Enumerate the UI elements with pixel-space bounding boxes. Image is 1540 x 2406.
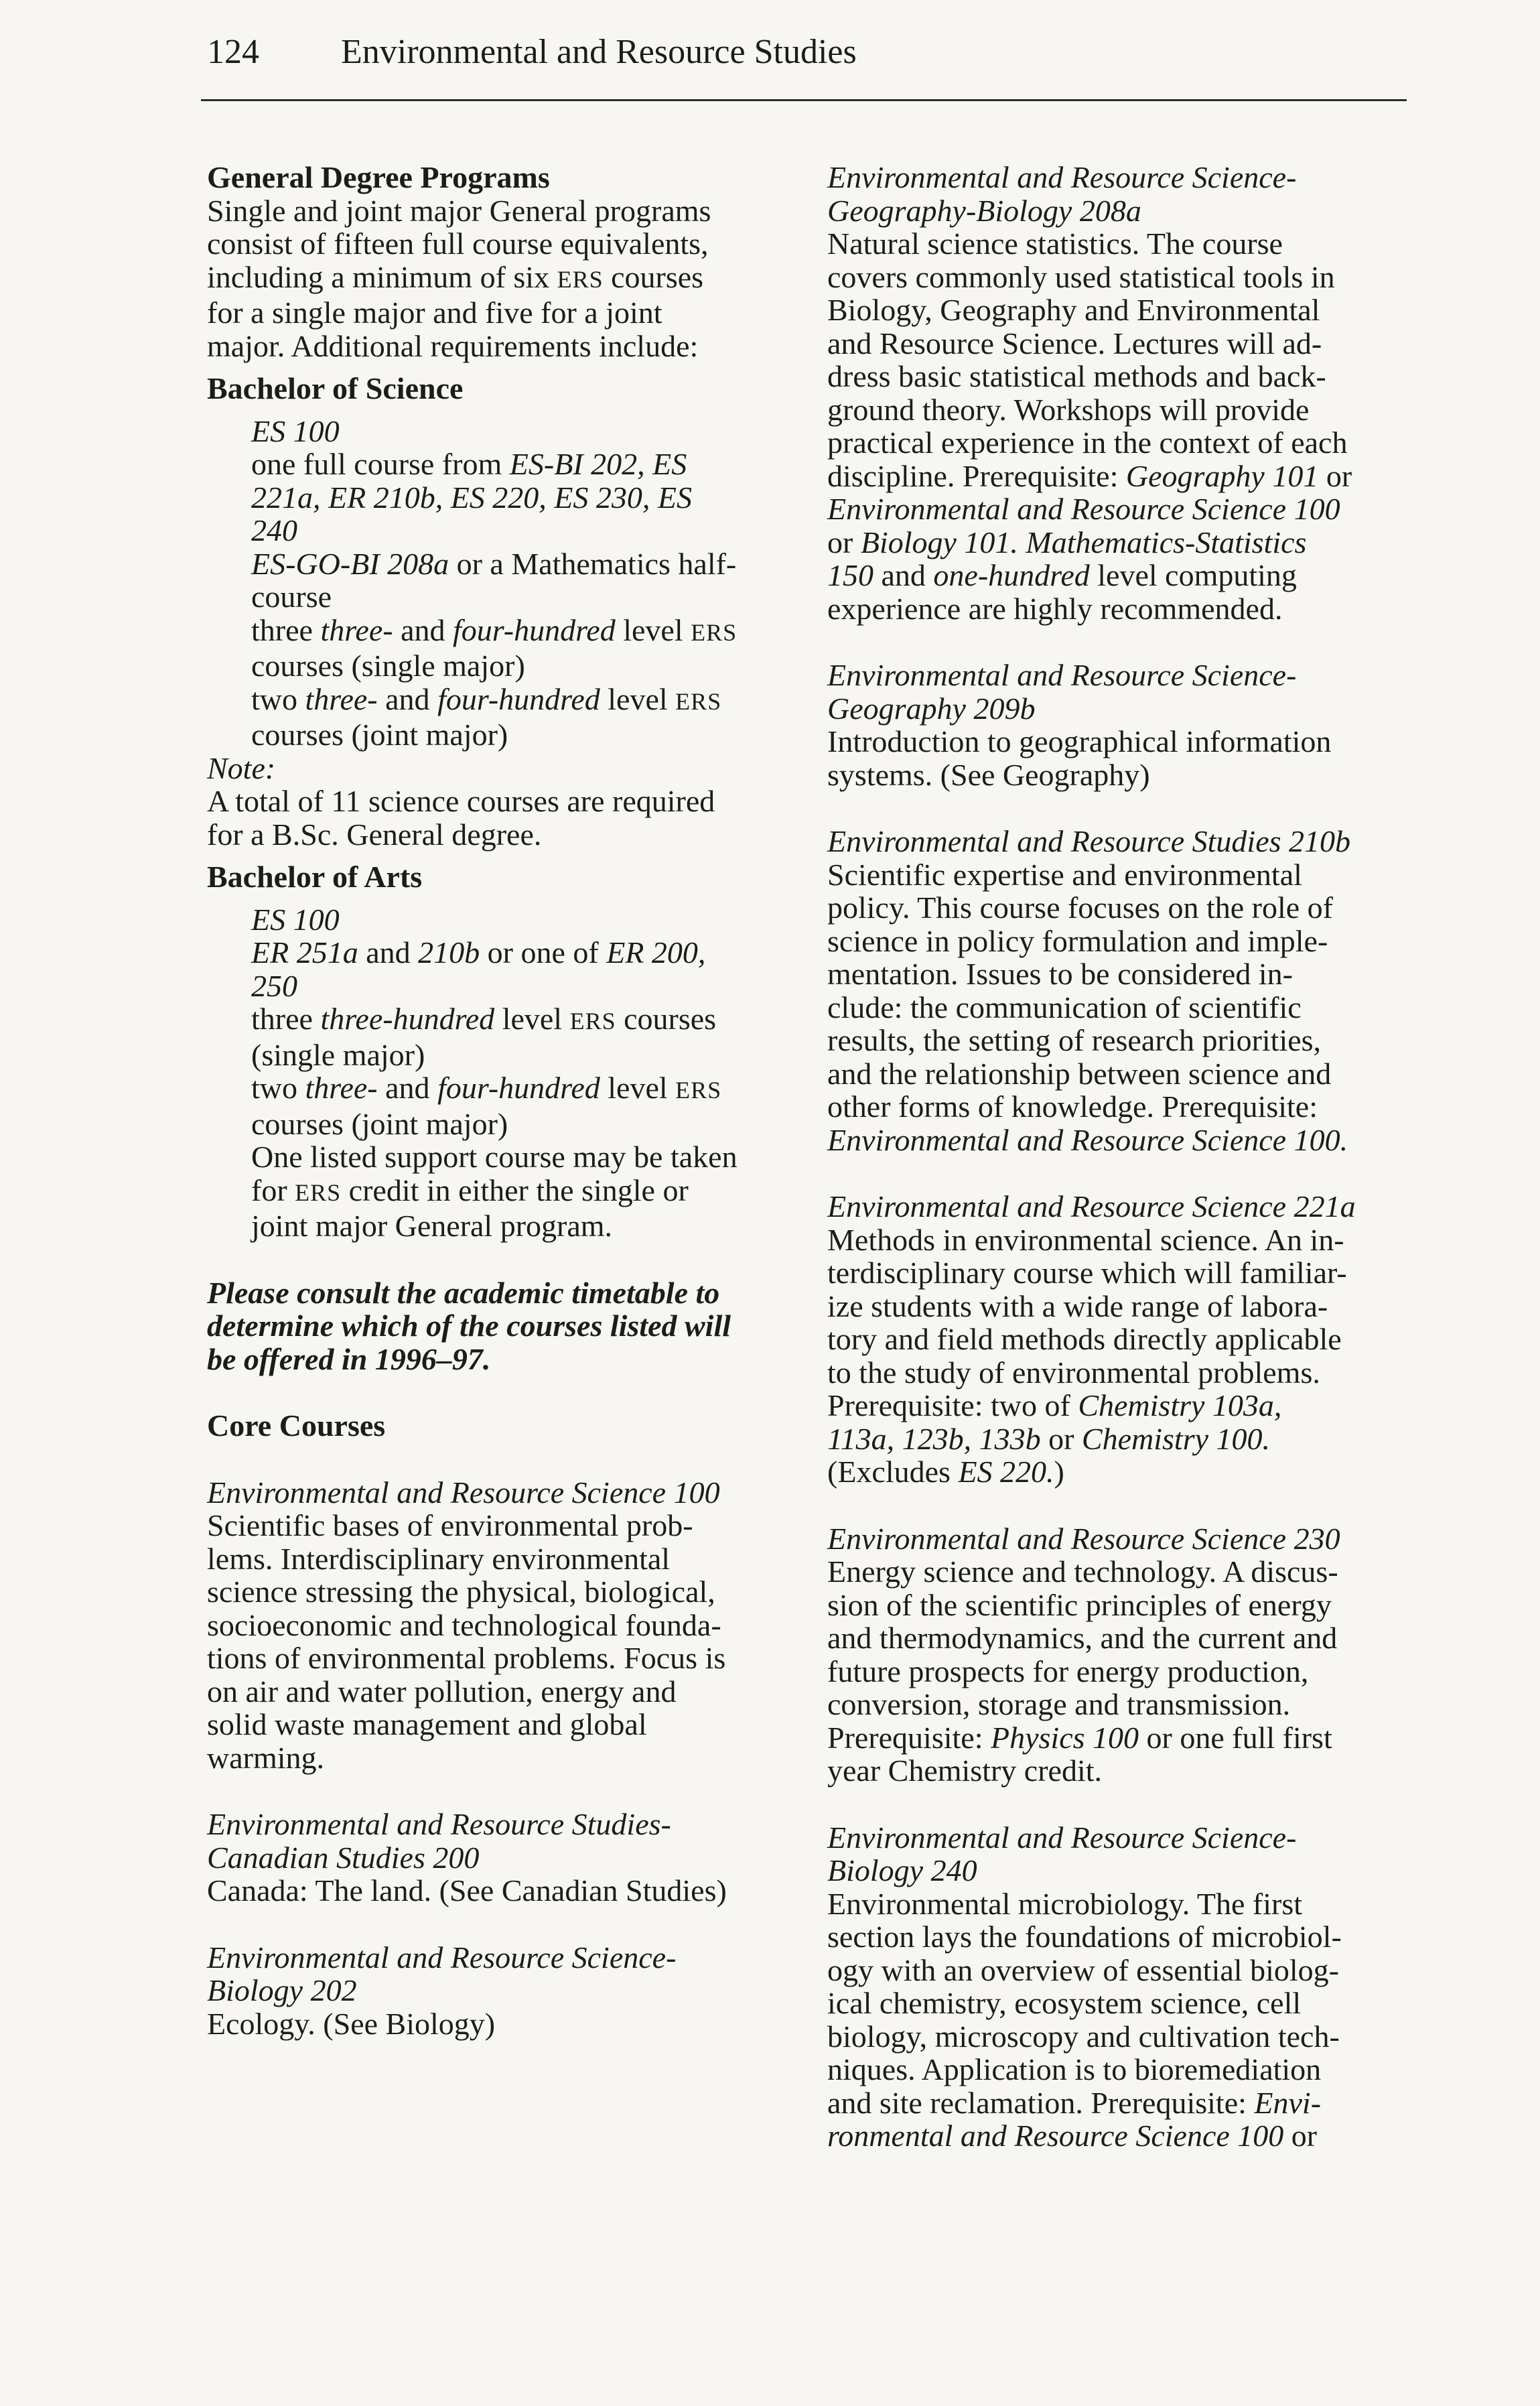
course-entry: Environmental and Resource Studies 210b Scientific expertise and environmental policy. This course focuses on the role of science in policy formulation and imple- mentation. Issues to be considered in- clude: the communication of scientific results, the setting of research priorities, and the relationship between science and other forms of knowledge. Prerequisite: Environmental and Resource Science 100. <box>827 825 1417 1156</box>
course-title: Geography-Biology 208a <box>827 193 1141 228</box>
consult-note-line: Please consult the academic timetable to <box>207 1275 720 1310</box>
course-entry: Environmental and Resource Science 221a Methods in environmental science. An in- terdisciplinary course which will familiar- ize students with a wide range of labora- tory and field methods directly applicable to the study of environmental problems. Prerequisite: two of Chemistry 103a, 113a, 123b, 133b or Chemistry 100. (Excludes ES 220.) <box>827 1190 1417 1489</box>
course-entry: Environmental and Resource Science- Biology 202 Ecology. (See Biology) <box>207 1941 796 2041</box>
core-courses-heading: Core Courses <box>207 1408 386 1443</box>
consult-note-line: determine which of the courses listed will <box>207 1309 731 1343</box>
left-column <box>207 161 796 2040</box>
course-entry: Environmental and Resource Science 230 Energy science and technology. A discus- sion of the scientific principles of energy and thermodynamics, and the current and future prospects for energy production, conversion, storage and transmission. Prerequisite: Physics 100 or one full first year Chemistry credit. <box>827 1522 1417 1788</box>
page-number: 124 <box>207 33 259 71</box>
course-entry: Environmental and Resource Science 100 Scientific bases of environmental prob- lems. Interdisciplinary environmental science stressing the physical, biological, socioeconomic and technological founda- tions of environmental problems. Focus is on air and water pollution, energy and solid waste management and global warming. <box>207 1476 796 1775</box>
consult-note-line: be offered in 1996–97. <box>207 1341 491 1376</box>
course-title: Environmental and Resource Science- <box>827 658 1297 692</box>
running-title: Environmental and Resource Studies <box>341 33 857 71</box>
note-text-line: A total of 11 science courses are required <box>207 784 715 818</box>
general-degree-heading: General Degree Programs <box>207 160 550 194</box>
course-title: Environmental and Resource Science 100 <box>207 1475 720 1510</box>
general-intro-line: for a single major and five for a joint <box>207 295 662 330</box>
course-entry: Environmental and Resource Science- Geography 209b Introduction to geographical information systems. (See Geography) <box>827 659 1417 791</box>
bsc-heading: Bachelor of Science <box>207 371 464 405</box>
page-header <box>207 28 1406 102</box>
course-title: Geography 209b <box>827 691 1036 726</box>
course-title: Environmental and Resource Science 230 <box>827 1521 1340 1556</box>
course-title: Biology 202 <box>207 1973 357 2007</box>
general-intro-line: Single and joint major General programs <box>207 193 711 228</box>
course-title: Biology 240 <box>827 1853 977 1887</box>
note-text-line: for a B.Sc. General degree. <box>207 817 542 852</box>
course-entry: Environmental and Resource Science- Biology 240 Environmental microbiology. The first section lays the foundations of microbiol- ogy with an overview of essential biolog- ical chemistry, ecosystem science, cell biology, microscopy and cultivation tech- niques. Application is to bioremediation and site reclamation. Prerequisite: Envi- ronmental and Resource Science 100 or <box>827 1821 1417 2153</box>
course-title: Environmental and Resource Science- <box>827 1820 1297 1855</box>
course-title: Environmental and Resource Studies- <box>207 1807 671 1841</box>
bsc-requirements: ES 100 one full course from ES-BI 202, ES 221a, ER 210b, ES 220, ES 230, ES 240 ES-GO-BI 208a or a Mathematics half- course three three- and four-hundred level ERS courses (single major) two three- and four-hundred level ERS courses (joint major) <box>251 413 738 752</box>
course-title: Environmental and Resource Studies 210b <box>827 824 1351 858</box>
course-title: Environmental and Resource Science 221a <box>827 1189 1356 1223</box>
course-title: Environmental and Resource Science- <box>207 1940 677 1975</box>
general-intro-line: major. Additional requirements include: <box>207 328 699 363</box>
course-title: Environmental and Resource Science- <box>827 160 1297 194</box>
course-entry: Environmental and Resource Science- Geography-Biology 208a Natural science statistics. The course covers commonly used statistical tools in Biology, Geography and Environmental and Resource Science. Lectures will ad- dress basic statistical methods and back- ground theory. Workshops will provide practical experience in the context of each discipline. Prerequisite: Geography 101 or Environmental and Resource Science 100 or Biology 101. Mathematics-Statistics 150 and one-hundred level computing experience are highly recommended. <box>827 161 1417 625</box>
general-intro-line: consist of fifteen full course equivalents, <box>207 226 709 261</box>
course-entry: Environmental and Resource Studies- Canadian Studies 200 Canada: The land. (See Canadian Studies) <box>207 1808 796 1908</box>
note-label: Note: <box>207 750 276 785</box>
course-title: Canadian Studies 200 <box>207 1840 480 1875</box>
header-rule <box>201 99 1407 101</box>
ba-requirements: ES 100 ER 251a and 210b or one of ER 200, 250 three three-hundred level ERS courses (single major) two three- and four-hundred level ERS courses (joint major) One listed support course may be taken for ERS credit in either the single or joint major General program. <box>251 902 738 1243</box>
ba-heading: Bachelor of Arts <box>207 860 423 894</box>
general-intro-line: including a minimum of six ERS courses <box>207 259 704 294</box>
right-column <box>827 161 1417 2153</box>
